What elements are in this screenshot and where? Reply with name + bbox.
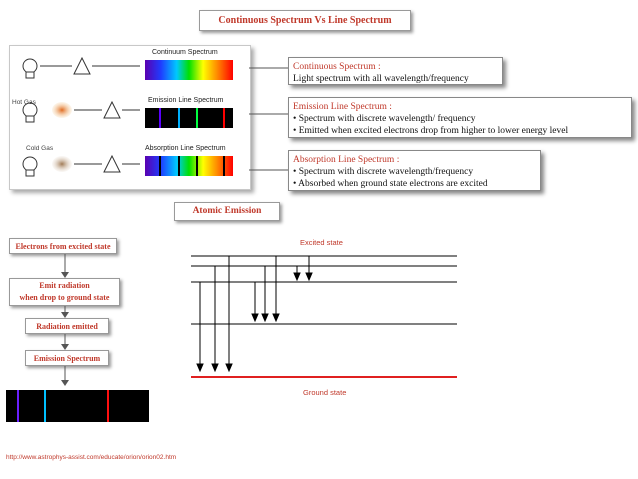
bulb-icon-3 — [23, 157, 37, 176]
energy-level-diagram — [185, 240, 465, 385]
absorption-spectrum — [145, 156, 233, 176]
spectrum-diagram-svg — [10, 46, 250, 189]
spectrum-diagram — [9, 45, 251, 190]
emission-spectrum-strip — [6, 390, 149, 422]
cold-gas-cloud — [52, 156, 72, 172]
spectral-line-violet — [17, 390, 19, 422]
spectral-line-red — [107, 390, 109, 422]
continuum-spectrum — [145, 60, 233, 80]
callout-continuous-head: Continuous Spectrum : — [293, 62, 381, 72]
prism-icon-2 — [104, 102, 120, 118]
callout-continuous — [288, 57, 503, 85]
hot-gas-cloud — [52, 102, 72, 118]
absorption-label: Absorption Line Spectrum — [145, 145, 226, 152]
callout-emission-line-2: • Emitted when excited electrons drop from higher to lower energy level — [293, 126, 569, 136]
page-title: Continuous Spectrum Vs Line Spectrum — [199, 10, 411, 31]
callout-absorption-head: Absorption Line Spectrum : — [293, 155, 400, 165]
prism-icon-3 — [104, 156, 120, 172]
spectral-line-cyan — [44, 390, 46, 422]
flow-step-1: Electrons from excited state — [9, 238, 117, 254]
callout-emission-line-1: • Spectrum with discrete wavelength/ frequency — [293, 114, 476, 124]
callout-emission — [288, 97, 632, 138]
prism-icon-1 — [74, 58, 90, 74]
emission-label: Emission Line Spectrum — [148, 97, 224, 104]
flow-step-2: Emit radiation when drop to ground state — [9, 278, 120, 306]
bulb-icon-1 — [23, 59, 37, 78]
callout-absorption — [288, 150, 541, 191]
source-link[interactable]: http://www.astrophys-assist.com/educate/orion/orion02.htm — [6, 454, 177, 461]
callout-continuous-line: Light spectrum with all wavelength/frequency — [293, 74, 469, 84]
flow-step-3: Radiation emitted — [25, 318, 109, 334]
atomic-emission-title: Atomic Emission — [174, 202, 280, 221]
callout-absorption-line-1: • Spectrum with discrete wavelength/frequency — [293, 167, 474, 177]
flow-step-4: Emission Spectrum — [25, 350, 109, 366]
excited-state-label: Excited state — [300, 238, 343, 247]
callout-emission-head: Emission Line Spectrum : — [293, 102, 392, 112]
ground-state-label: Ground state — [303, 388, 347, 397]
callout-absorption-line-2: • Absorbed when ground state electrons are excited — [293, 179, 488, 189]
continuum-label: Continuum Spectrum — [152, 49, 218, 56]
hot-gas-label: Hot Gas — [12, 99, 36, 106]
emission-spectrum — [145, 108, 233, 128]
flow-arrows — [55, 254, 75, 389]
cold-gas-label: Cold Gas — [26, 145, 54, 152]
